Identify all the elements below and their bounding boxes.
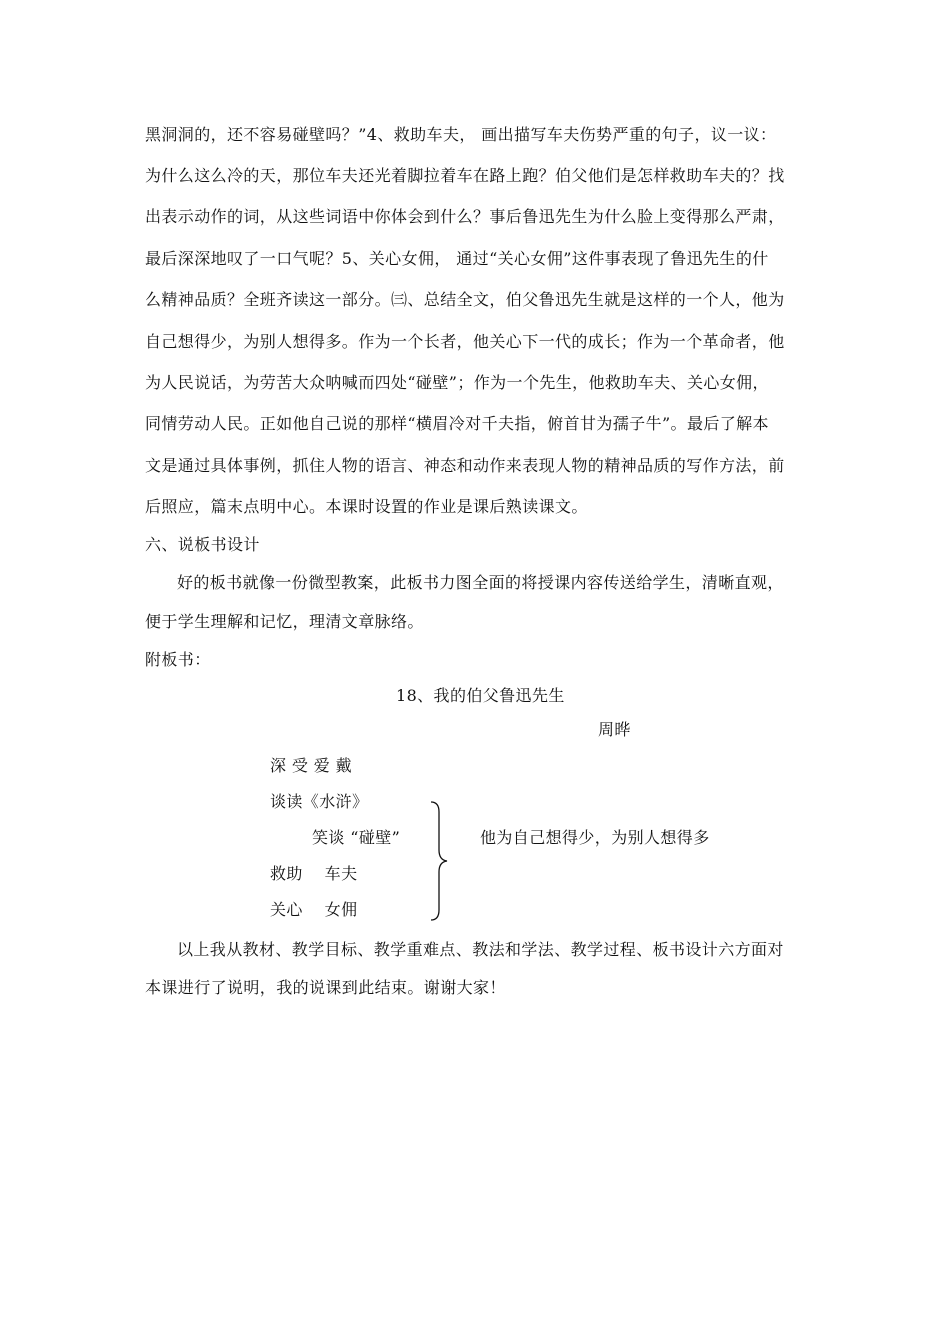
board-item: 深 受 爱 戴 — [270, 756, 353, 775]
paragraph-line: 以上我从教材、教学目标、教学重难点、教法和学法、教学过程、板书设计六方面对 — [177, 940, 784, 959]
section-heading: 六、说板书设计 — [145, 535, 260, 554]
paragraph-line: 本课进行了说明，我的说课到此结束。谢谢大家！ — [145, 978, 506, 997]
appendix-label: 附板书： — [145, 650, 211, 669]
paragraph-line: 为什么这么冷的天，那位车夫还光着脚拉着车在路上跑？伯父他们是怎样救助车夫的？找 — [145, 166, 785, 185]
paragraph-line: 文是通过具体事例，抓住人物的语言、神态和动作来表现人物的精神品质的写作方法，前 — [145, 456, 785, 475]
paragraph-line: 么精神品质？全班齐读这一部分。㈢、总结全文，伯父鲁迅先生就是这样的一个人，他为 — [145, 290, 785, 309]
board-summary: 他为自己想得少，为别人想得多 — [480, 828, 710, 847]
board-item: 救助 车夫 — [270, 864, 358, 883]
curly-brace-icon — [425, 800, 453, 922]
paragraph-line: 好的板书就像一份微型教案，此板书力图全面的将授课内容传送给学生，清晰直观， — [177, 573, 784, 592]
board-item: 笑谈 “碰壁” — [312, 828, 401, 847]
paragraph-line: 最后深深地叹了一口气呢？5、关心女佣， 通过“关心女佣”这件事表现了鲁迅先生的什 — [145, 249, 769, 268]
paragraph-line: 便于学生理解和记忆，理清文章脉络。 — [145, 612, 424, 631]
paragraph-line: 为人民说话，为劳苦大众呐喊而四处“碰壁”；作为一个先生，他救助车夫、关心女佣， — [145, 373, 769, 392]
board-item: 关心 女佣 — [270, 900, 358, 919]
board-author: 周晔 — [598, 720, 631, 739]
board-title: 18、我的伯父鲁迅先生 — [396, 686, 565, 705]
paragraph-line: 同情劳动人民。正如他自己说的那样“横眉冷对千夫指，俯首甘为孺子牛”。最后了解本 — [145, 414, 769, 433]
paragraph-line: 黑洞洞的，还不容易碰壁吗？”4、救助车夫， 画出描写车夫伤势严重的句子，议一议： — [145, 125, 777, 144]
paragraph-line: 自己想得少，为别人想得多。作为一个长者，他关心下一代的成长；作为一个革命者，他 — [145, 332, 785, 351]
paragraph-line: 出表示动作的词，从这些词语中你体会到什么？事后鲁迅先生为什么脸上变得那么严肃， — [145, 207, 785, 226]
board-item: 谈读《水浒》 — [270, 792, 369, 811]
paragraph-line: 后照应，篇末点明中心。本课时设置的作业是课后熟读课文。 — [145, 497, 588, 516]
